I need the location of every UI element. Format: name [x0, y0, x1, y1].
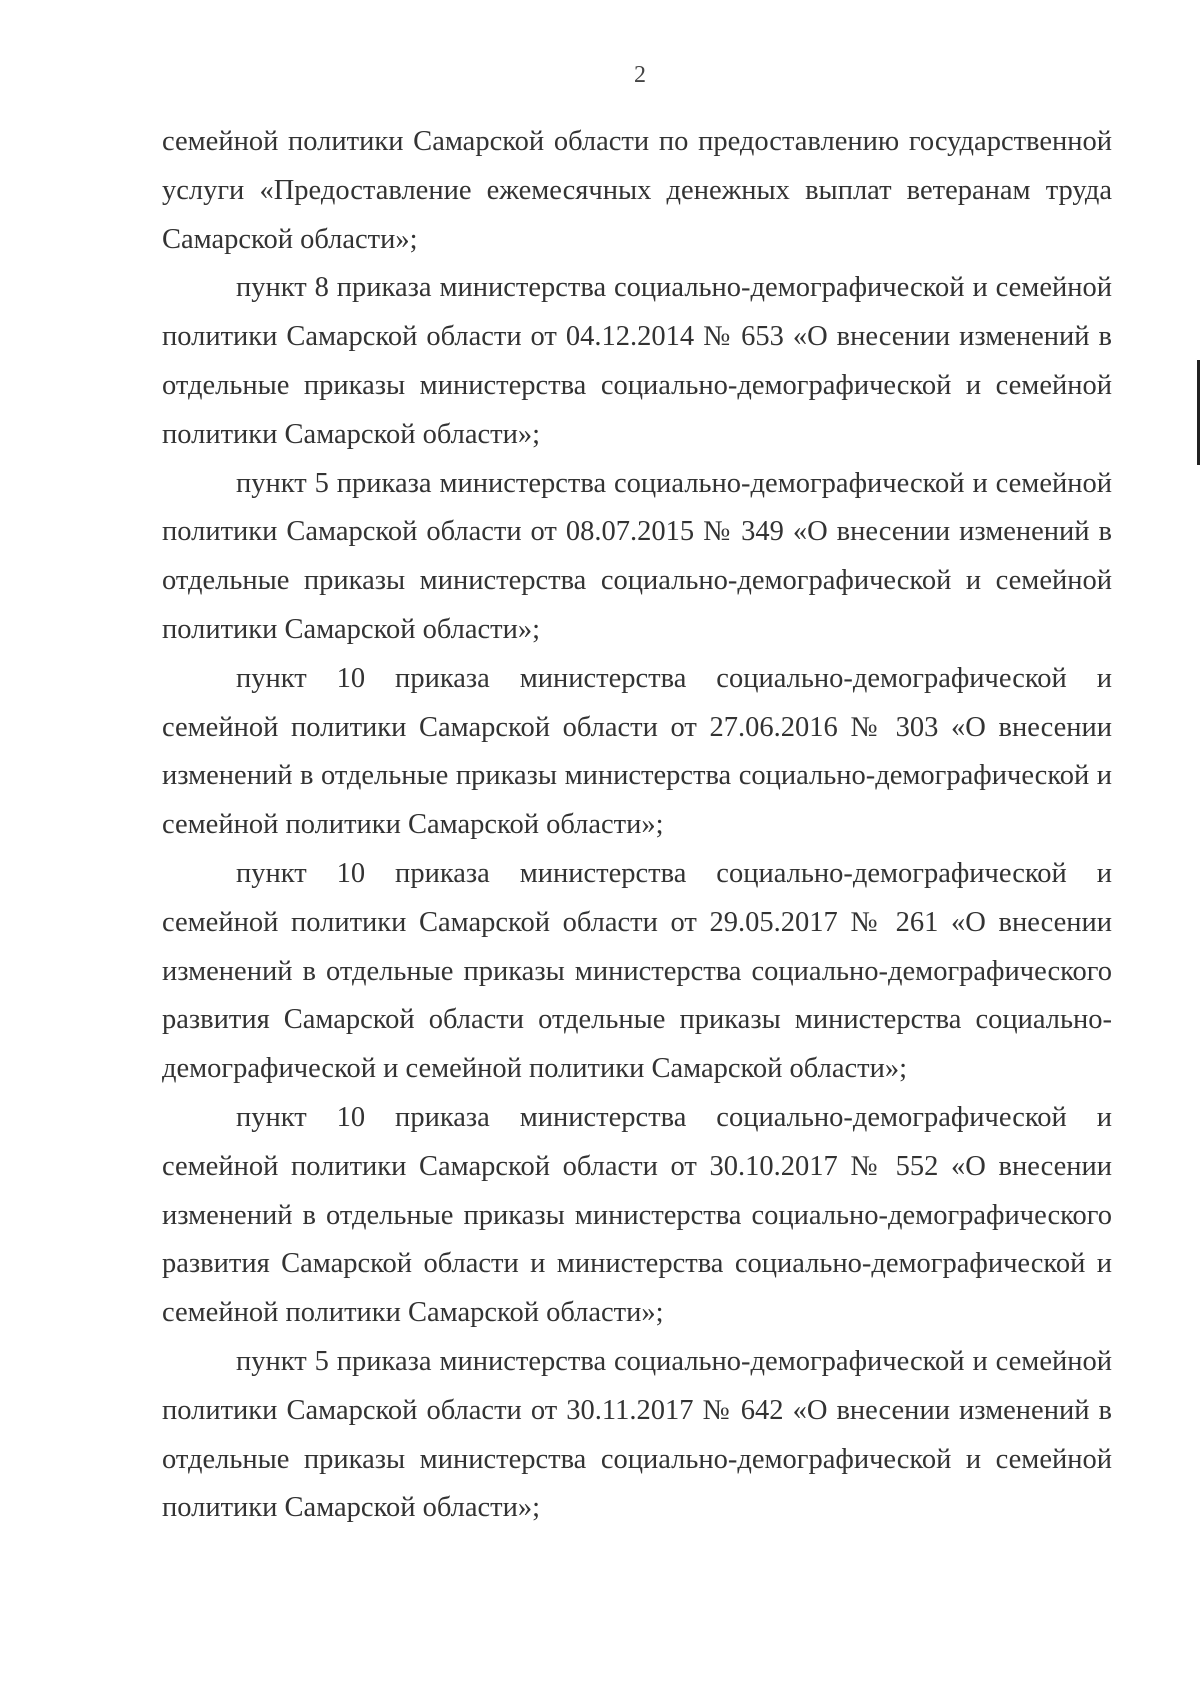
page-number: 2: [634, 62, 646, 88]
paragraph-item: пункт 10 приказа министерства социально-демографической и семейной политики Самарской области от 29.05.2017 № 261 «О внесении изменений в отдельные приказы министерства социально-демографического развития Самарской области отдельные приказы министерства социально-демографической и семейной политики Самарской области»;: [162, 857, 1112, 1085]
paragraph-item: пункт 5 приказа министерства социально-демографической и семейной политики Самарской области от 30.11.2017 № 642 «О внесении изменений в отдельные приказы министерства социально-демографической и семейной политики Самарской области»;: [162, 1345, 1112, 1524]
paragraph-item: пункт 8 приказа министерства социально-демографической и семейной политики Самарской области от 04.12.2014 № 653 «О внесении изменений в отдельные приказы министерства социально-демографической и семейной политики Самарской области»;: [162, 272, 1112, 450]
paragraph-item: пункт 10 приказа министерства социально-демографической и семейной политики Самарской области от 27.06.2016 № 303 «О внесении изменений в отдельные приказы министерства социально-демографической и семейной политики Самарской области»;: [162, 662, 1112, 841]
paragraph-item: пункт 10 приказа министерства социально-демографической и семейной политики Самарской области от 30.10.2017 № 552 «О внесении изменений в отдельные приказы министерства социально-демографического развития Самарской области и министерства социально-демографической и семейной политики Самарской области»;: [162, 1101, 1112, 1329]
document-body: [162, 118, 1112, 1533]
paragraph-continuation: семейной политики Самарской области по предоставлению государственной услуги «Предоставление ежемесячных денежных выплат ветеранам труда Самарской области»;: [162, 126, 1112, 255]
paragraph-item: пункт 5 приказа министерства социально-демографической и семейной политики Самарской области от 08.07.2015 № 349 «О внесении изменений в отдельные приказы министерства социально-демографической и семейной политики Самарской области»;: [162, 467, 1112, 645]
